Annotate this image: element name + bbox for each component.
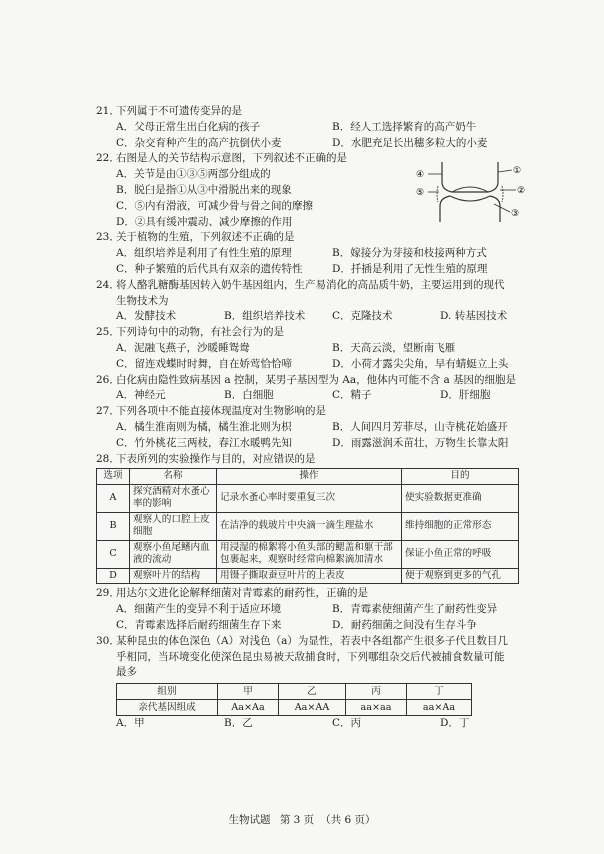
question-stem: 下表所列的实验操作与目的，对应错误的是 xyxy=(116,452,316,465)
option-d: D．小荷才露尖尖角，早有蜻蜓立上头 xyxy=(332,357,509,370)
option-d: D．雨露滋润禾苗壮，万物生长靠太阳 xyxy=(332,436,509,449)
table-header-row xyxy=(97,469,519,485)
option-d: D. 转基因技术 xyxy=(440,310,508,323)
option-a: A．父母正常生出白化病的孩子 xyxy=(116,120,261,133)
cell-name: 观察人的口腔上皮细胞 xyxy=(130,512,217,540)
option-c: C．青霉素选择后耐药细菌生存下来 xyxy=(116,618,282,631)
option-a: A．组织培养是利用了有性生殖的原理 xyxy=(116,247,292,260)
header-name: 名称 xyxy=(130,469,217,485)
cell-option: B xyxy=(97,512,130,540)
question-30 xyxy=(96,634,528,732)
option-c: C．种子繁殖的后代具有双亲的遗传特性 xyxy=(116,262,303,275)
question-26 xyxy=(96,373,528,405)
table-row xyxy=(97,540,519,568)
cell-option: D xyxy=(97,568,130,584)
option-d: D．丁 xyxy=(440,717,470,730)
option-a: A．细菌产生的变异不利于适应环境 xyxy=(116,603,282,616)
question-number: 23． xyxy=(96,231,120,244)
table-row xyxy=(97,484,519,512)
header-operation: 操作 xyxy=(217,469,402,485)
page-footer xyxy=(0,812,604,827)
table-row xyxy=(117,700,472,716)
question-stem: 白化病由隐性致病基因 a 控制，某男子基因型为 Aa，他体内可能不含 a 基因的细胞是 xyxy=(116,373,517,386)
option-c: C．竹外桃花三两枝，春江水暖鸭先知 xyxy=(116,436,293,449)
cell-goal: 保证小鱼正常的呼吸 xyxy=(402,540,519,568)
question-number: 27． xyxy=(96,405,120,418)
option-d: D．水肥充足长出穗多粒大的小麦 xyxy=(332,136,488,149)
cell-goal: 维持细胞的正常形态 xyxy=(402,512,519,540)
option-b: B．乙 xyxy=(224,717,253,730)
cell-name: 观察叶片的结构 xyxy=(130,568,217,584)
question-number: 22． xyxy=(96,152,120,165)
genotype-table xyxy=(116,683,472,716)
option-a: A．泥融飞燕子，沙暖睡鸳鸯 xyxy=(116,341,250,354)
option-a: A．关节是由①③⑤两部分组成的 xyxy=(116,168,271,181)
cell-goal: 便于观察到更多的气孔 xyxy=(402,568,519,584)
header-option: 选项 xyxy=(97,469,130,485)
option-c: C．⑤内有滑液，可减少骨与骨之间的摩擦 xyxy=(116,199,314,212)
question-number: 21． xyxy=(96,105,120,117)
cell-operation: 用镊子撕取蚕豆叶片的上表皮 xyxy=(217,568,402,584)
label-5: ⑤ xyxy=(416,188,425,198)
question-stem-cont: 乎相同，当环境变化使深色昆虫易被天敌捕食时，下列哪组杂交后代被捕食数量可能 xyxy=(116,650,505,663)
question-stem-cont: 最多 xyxy=(116,666,137,679)
question-number: 30． xyxy=(96,634,120,647)
option-d: D．肝细胞 xyxy=(440,389,491,402)
header-bing: 丙 xyxy=(346,684,407,700)
question-number: 25． xyxy=(96,326,120,339)
label-4: ④ xyxy=(416,170,425,180)
question-25 xyxy=(96,325,528,372)
row-label: 亲代基因组成 xyxy=(117,700,218,716)
question-stem: 右图是人的关节结构示意图，下列叙述不正确的是 xyxy=(116,152,347,165)
option-d: D．②具有缓冲震动、减少摩擦的作用 xyxy=(116,215,293,228)
option-c: C．杂交育种产生的高产抗倒伏小麦 xyxy=(116,136,282,149)
cell-name: 观察小鱼尾鳍内血液的流动 xyxy=(130,540,217,568)
experiment-table xyxy=(96,468,519,584)
header-goal: 目的 xyxy=(402,469,519,485)
header-ding: 丁 xyxy=(407,684,472,700)
option-c: C．丙 xyxy=(332,717,362,730)
cell-option: A xyxy=(97,484,130,512)
question-22 xyxy=(96,151,528,230)
option-a: A．橘生淮南则为橘，橘生淮北则为枳 xyxy=(116,420,292,433)
footer-page: 第 3 页 xyxy=(279,814,315,826)
question-number: 29． xyxy=(96,587,120,600)
question-21 xyxy=(96,104,528,151)
question-stem: 关于植物的生殖，下列叙述不正确的是 xyxy=(116,231,295,244)
table-row xyxy=(97,512,519,540)
question-list xyxy=(96,104,528,732)
option-d: D．扦插是利用了无性生殖的原理 xyxy=(332,262,488,275)
cell-operation: 用浸湿的棉絮将小鱼头部的鳃盖和躯干部包裹起来，观察时经常向棉絮滴加清水 xyxy=(217,540,402,568)
question-number: 26． xyxy=(96,373,120,386)
cell-ding: aa×Aa xyxy=(407,700,472,716)
cell-bing: aa×aa xyxy=(346,700,407,716)
option-b: B．嫁接分为芽接和枝接两种方式 xyxy=(332,247,487,260)
header-jia: 甲 xyxy=(218,684,279,700)
question-number: 24． xyxy=(96,278,120,291)
cell-option: C xyxy=(97,540,130,568)
footer-total: （共 6 页） xyxy=(320,814,376,826)
option-a: A．神经元 xyxy=(116,389,166,402)
question-24 xyxy=(96,278,528,325)
question-28 xyxy=(96,452,528,585)
header-yi: 乙 xyxy=(279,684,346,700)
option-c: C．克隆技术 xyxy=(332,310,393,323)
option-b: B．经人工选择繁育的高产奶牛 xyxy=(332,120,477,133)
question-number: 28． xyxy=(96,452,120,465)
label-1: ① xyxy=(513,166,522,176)
option-c: C．精子 xyxy=(332,389,372,402)
question-27 xyxy=(96,404,528,451)
table-row xyxy=(97,568,519,584)
cell-operation: 记录水蚤心率时要重复三次 xyxy=(217,484,402,512)
question-stem: 将人酪乳糖酶基因转入奶牛基因组内，生产易消化的高品质牛奶，主要运用到的现代 xyxy=(116,278,505,291)
cell-goal: 使实验数据更准确 xyxy=(402,484,519,512)
table-header-row xyxy=(117,684,472,700)
question-stem: 下列各项中不能直接体现温度对生物影响的是 xyxy=(116,405,326,418)
option-b: B．白细胞 xyxy=(224,389,274,402)
option-b: B．天高云淡，望断南飞雁 xyxy=(332,341,456,354)
option-b: B．人间四月芳菲尽，山寺桃花始盛开 xyxy=(332,420,508,433)
cell-jia: Aa×Aa xyxy=(218,700,279,716)
option-a: A．发酵技术 xyxy=(116,310,177,323)
option-b: B．脱臼是指①从③中滑脱出来的现象 xyxy=(116,183,292,196)
question-stem: 下列诗句中的动物，有社会行为的是 xyxy=(116,326,284,339)
label-3: ③ xyxy=(511,209,520,219)
question-29 xyxy=(96,586,528,633)
cell-operation: 在洁净的载玻片中央滴一滴生理盐水 xyxy=(217,512,402,540)
question-stem: 某种昆虫的体色深色（A）对浅色（a）为显性，若表中各组都产生很多子代且数目几 xyxy=(116,634,508,647)
header-group: 组别 xyxy=(117,684,218,700)
option-b: B．青霉素使细菌产生了耐药性变异 xyxy=(332,603,498,616)
option-d: D．耐药细菌之间没有生存斗争 xyxy=(332,618,477,631)
option-c: C．留连戏蝶时时舞，自在娇莺恰恰啼 xyxy=(116,357,293,370)
label-2: ② xyxy=(517,186,526,196)
cell-yi: Aa×AA xyxy=(279,700,346,716)
footer-title: 生物试题 xyxy=(228,814,271,826)
question-stem-cont: 生物技术为 xyxy=(116,294,169,307)
option-a: A．甲 xyxy=(116,717,145,730)
question-stem: 用达尔文进化论解释细菌对青霉素的耐药性，正确的是 xyxy=(116,587,368,600)
question-23 xyxy=(96,230,528,277)
option-b: B．组织培养技术 xyxy=(224,310,306,323)
question-stem: 下列属于不可遗传变异的是 xyxy=(116,105,242,117)
cell-name: 探究酒精对水蚤心率的影响 xyxy=(130,484,217,512)
